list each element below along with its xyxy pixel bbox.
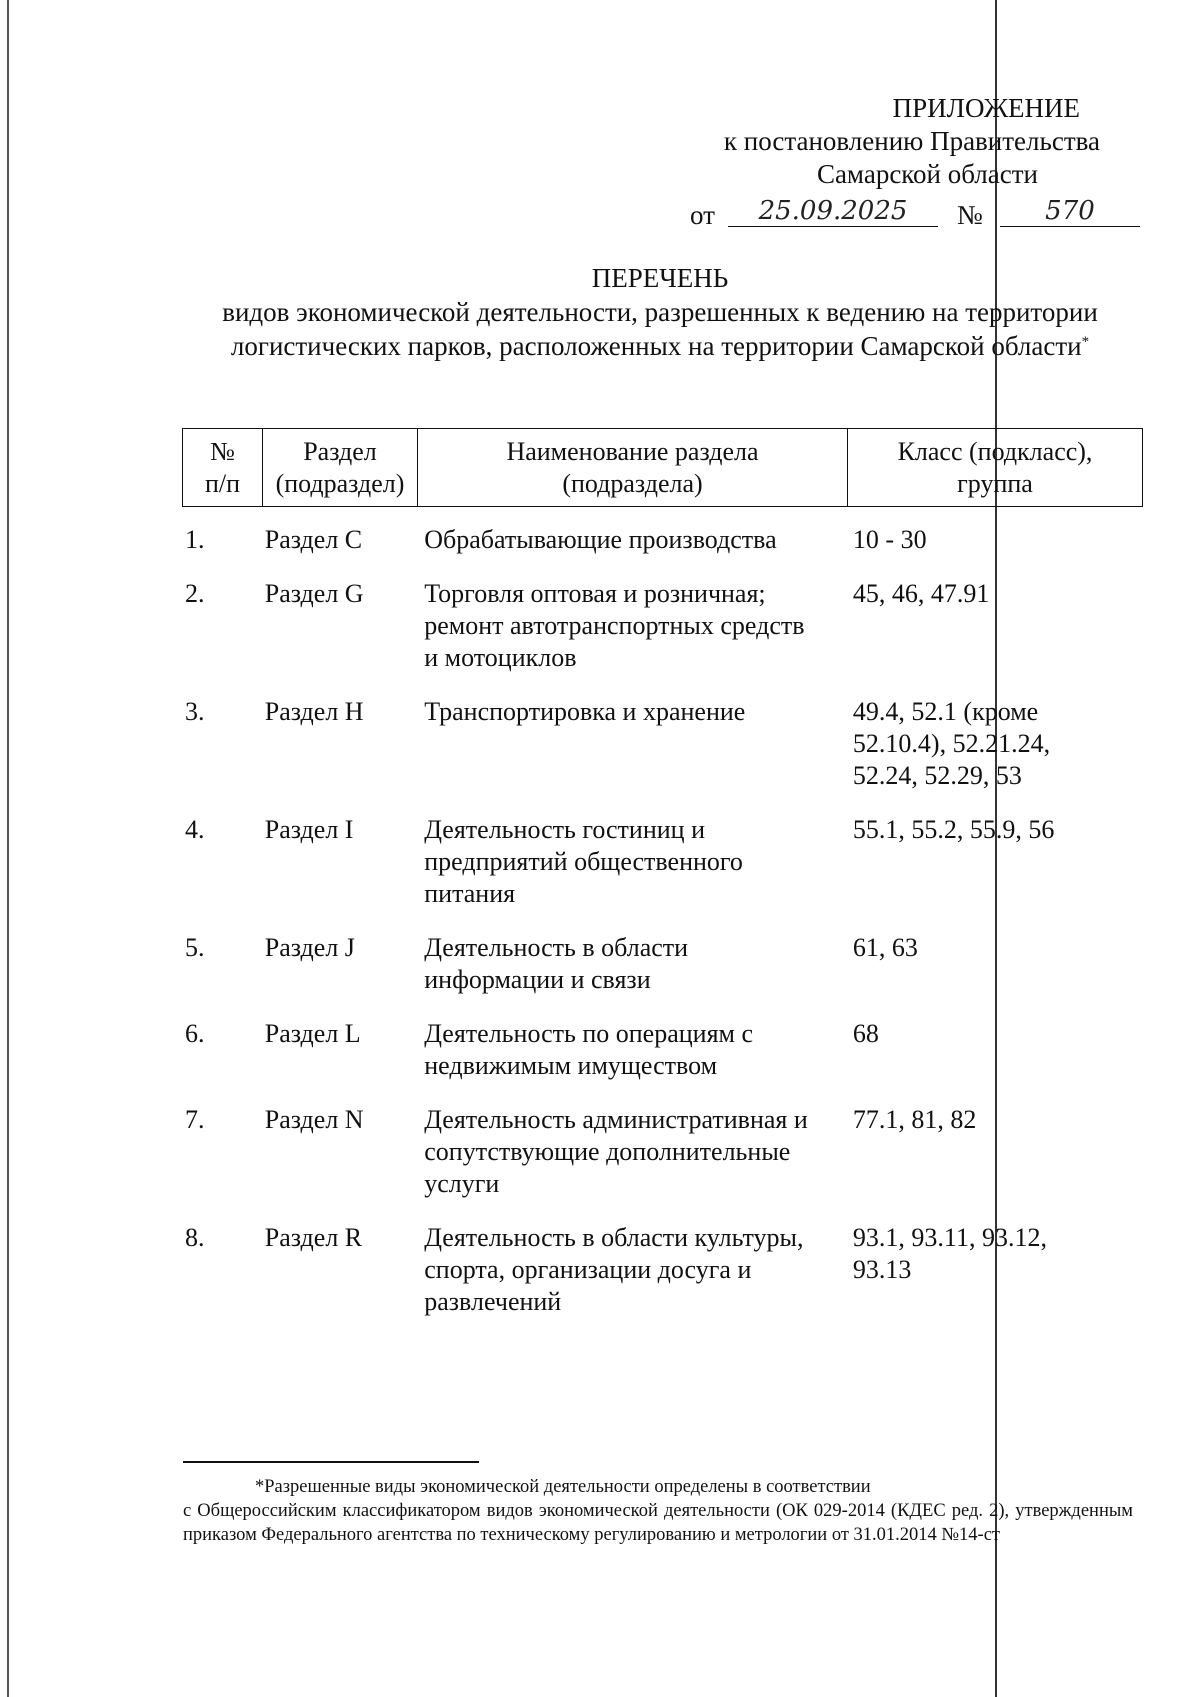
row-section: Раздел C (264, 525, 363, 554)
appendix-block (724, 92, 1100, 191)
table-row (182, 524, 1142, 556)
row-codes-line: 10 - 30 (852, 525, 927, 554)
row-name (424, 932, 853, 996)
header-section (263, 429, 418, 507)
handwritten-number: 570 (1000, 196, 1140, 227)
header-section-line-1: Раздел (303, 437, 377, 466)
table-row (182, 1018, 1142, 1082)
footnote-line-2: с Общероссийским классификатором видов экономической деятельности (ОК 029-2014 (КДЕС ред. 2), утвержденным приказом Федерального агентства по техническому регулированию и метрологии от 31.01.2014 №14-ст (183, 1501, 1133, 1545)
table-row (182, 578, 1142, 674)
row-number: 8. (185, 1223, 205, 1252)
appendix-line-region: Самарской области (816, 159, 1038, 189)
row-name-line: Деятельность в области культуры, (424, 1223, 804, 1252)
table-header (182, 428, 1143, 507)
row-name-line: и мотоциклов (424, 643, 577, 672)
number-prefix: № (957, 200, 983, 230)
row-codes-line: 45, 46, 47.91 (852, 579, 990, 608)
row-name-line: питания (424, 879, 516, 908)
row-section: Раздел R (264, 1223, 363, 1252)
footnote-marker: * (1081, 334, 1090, 350)
row-name (424, 1018, 853, 1082)
header-class (848, 429, 1143, 507)
row-codes (853, 1104, 1142, 1200)
row-codes (853, 1222, 1142, 1318)
handwritten-date: 25.09.2025 (728, 196, 938, 227)
row-name-line: Деятельность гостиниц и (424, 815, 705, 844)
row-name-line: Деятельность административная и (424, 1105, 808, 1134)
row-section: Раздел G (264, 579, 364, 608)
row-section: Раздел J (264, 933, 355, 962)
row-codes (853, 524, 1142, 556)
row-name (424, 814, 853, 910)
row-section: Раздел N (264, 1105, 364, 1134)
row-number: 1. (185, 525, 205, 554)
document-subtitle-line-2 (0, 330, 1200, 363)
row-codes (853, 578, 1142, 674)
row-section: Раздел I (264, 815, 354, 844)
row-name-line: Деятельность по операциям с (424, 1019, 754, 1048)
table-row (182, 1222, 1142, 1318)
subtitle-line-2-text: логистических парков, расположенных на территории Самарской области (230, 331, 1082, 361)
row-codes-line: 68 (852, 1019, 879, 1048)
row-codes-line: 52.10.4), 52.21.24, (852, 729, 1051, 758)
header-num-line-2: п/п (204, 469, 241, 498)
row-number: 5. (185, 933, 205, 962)
row-number: 3. (185, 697, 205, 726)
row-codes-line: 55.1, 55.2, 55.9, 56 (852, 815, 1055, 844)
row-name (424, 696, 853, 792)
row-name (424, 524, 853, 556)
row-number: 4. (185, 815, 205, 844)
row-codes-line: 52.24, 52.29, 53 (852, 761, 1022, 790)
header-class-line-1: Класс (подкласс), (897, 437, 1093, 466)
footnote (183, 1475, 1133, 1547)
row-number: 7. (185, 1105, 205, 1134)
table-body (182, 524, 1142, 1318)
row-codes-line: 93.13 (852, 1255, 912, 1284)
row-codes (853, 696, 1142, 792)
row-codes (853, 814, 1142, 910)
row-codes-line: 49.4, 52.1 (кроме (852, 697, 1039, 726)
row-codes-line: 77.1, 81, 82 (852, 1105, 977, 1134)
header-class-line-2: группа (957, 469, 1033, 498)
table-row (182, 1104, 1142, 1200)
row-name-line: сопутствующие дополнительные (424, 1137, 791, 1166)
row-section: Раздел L (264, 1019, 361, 1048)
row-codes-line: 93.1, 93.11, 93.12, (852, 1223, 1047, 1252)
appendix-line-resolution: к постановлению Правительства (723, 126, 1100, 156)
document-subtitle-line-1: видов экономической деятельности, разрешенных к ведению на территории (222, 297, 1098, 327)
header-section-line-2: (подраздел) (275, 469, 405, 498)
header-num-line-1: № (210, 437, 235, 466)
header-name (418, 429, 848, 507)
table-row (182, 814, 1142, 910)
table-row (182, 932, 1142, 996)
resolution-date-number (690, 198, 1140, 232)
document-title: ПЕРЕЧЕНЬ (591, 263, 729, 293)
appendix-title: ПРИЛОЖЕНИЕ (892, 93, 1080, 123)
scan-left-edge (7, 0, 9, 1697)
row-name (424, 1222, 853, 1318)
date-prefix: от (690, 200, 715, 230)
footnote-line-1: *Разрешенные виды экономической деятельности определены в соответствии (255, 1477, 871, 1497)
row-name-line: услуги (424, 1169, 500, 1198)
row-codes (853, 932, 1142, 996)
row-name-line: Торговля оптовая и розничная; (424, 579, 766, 608)
row-name-line: недвижимым имуществом (424, 1051, 718, 1080)
row-name-line: Деятельность в области (424, 933, 689, 962)
footnote-separator (183, 1461, 479, 1463)
header-num (183, 429, 263, 507)
row-name (424, 1104, 853, 1200)
table-row (182, 696, 1142, 792)
row-name-line: информации и связи (424, 965, 651, 994)
header-name-line-1: Наименование раздела (506, 437, 759, 466)
row-codes-line: 61, 63 (852, 933, 918, 962)
row-codes (853, 1018, 1142, 1082)
row-name-line: развлечений (424, 1287, 562, 1316)
row-name-line: предприятий общественного (424, 847, 743, 876)
row-name-line: Обрабатывающие производства (424, 525, 777, 554)
row-number: 6. (185, 1019, 205, 1048)
row-section: Раздел H (264, 697, 364, 726)
row-number: 2. (185, 579, 205, 608)
row-name-line: ремонт автотранспортных средств (424, 611, 805, 640)
header-name-line-2: (подраздела) (562, 469, 703, 498)
row-name-line: Транспортировка и хранение (424, 697, 746, 726)
row-name-line: спорта, организации досуга и (424, 1255, 752, 1284)
row-name (424, 578, 853, 674)
